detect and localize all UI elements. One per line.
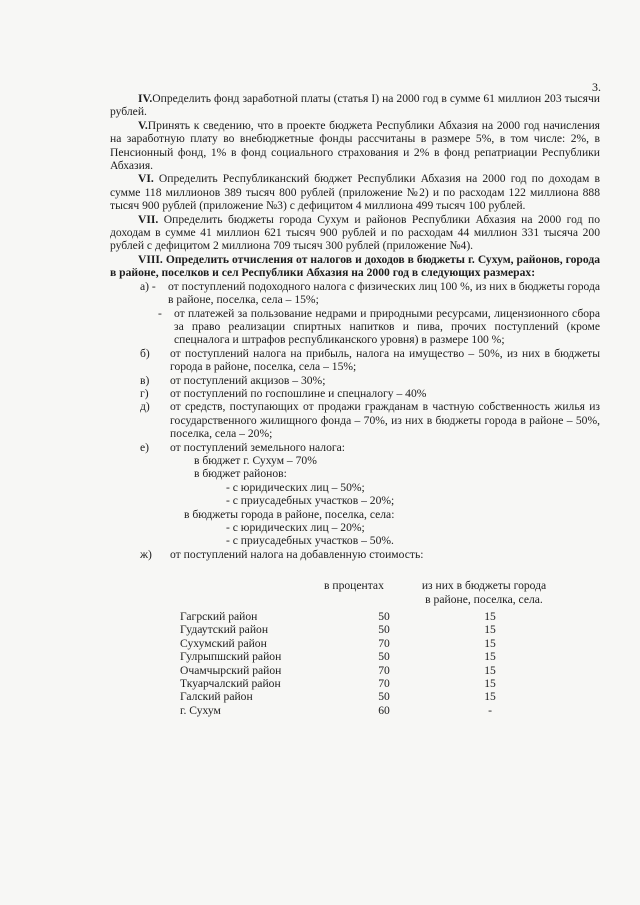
list-item-d <box>110 400 600 440</box>
district-percent: 70 <box>378 677 390 691</box>
land-tax-sukhum: в бюджет г. Сухум – 70% <box>194 453 317 467</box>
district-local-percent: - <box>488 703 492 717</box>
table-row <box>110 610 600 623</box>
district-local-percent: 15 <box>484 623 496 637</box>
table-row <box>110 623 600 636</box>
district-name: г. Сухум <box>180 703 221 717</box>
page-number: 3. <box>592 80 601 94</box>
list-text-g: от поступлений по госпошлине и спецналогу – 40% <box>170 386 427 400</box>
land-tax-districts-plots: - с приусадебных участков – 20%; <box>226 494 395 508</box>
district-percent: 70 <box>378 663 390 677</box>
district-name: Галский район <box>180 690 253 704</box>
list-item-b <box>110 347 600 374</box>
list-marker-g: г) <box>140 386 149 400</box>
list-item-v <box>110 374 600 387</box>
district-local-percent: 15 <box>484 663 496 677</box>
district-name: Ткуарчалский район <box>180 677 281 691</box>
section-v <box>110 119 600 173</box>
land-tax-districts-legal: - с юридических лиц – 50%; <box>226 480 365 494</box>
list-item-g <box>110 387 600 400</box>
document-body <box>110 92 600 717</box>
district-percent: 60 <box>378 703 390 717</box>
list-item-e <box>110 441 600 454</box>
district-name: Гудаутский район <box>180 623 269 637</box>
district-percent: 70 <box>378 636 390 650</box>
list-text-a2: от платежей за пользование недрами и природными ресурсами, лицензионного сбора за право реализации спиртных напитков и пива, прочих поступлений (кроме спецналога и штрафов республиканского уровня) в размере 100 %; <box>174 306 600 347</box>
section-iv-text: Определить фонд заработной платы (статья I) на 2000 год в сумме 61 миллион 203 тысячи рублей. <box>110 92 600 119</box>
section-viii-number: VIII. <box>138 252 163 266</box>
section-viii <box>110 253 600 280</box>
list-text-zh: от поступлений налога на добавленную стоимость: <box>170 547 424 561</box>
table-row <box>110 690 600 703</box>
section-vii-text: Определить бюджеты города Сухум и районов Республики Абхазия на 2000 год по доходам в сумме 41 миллион 621 тысяч 900 рублей и по расходам 44 миллион 331 тысяча 200 рублей с дефицитом 2 миллиона 709 тысяч 300 рублей (приложение №4). <box>110 212 600 253</box>
vat-header-local-line1: из них в бюджеты города <box>421 579 547 593</box>
list-text-b: от поступлений налога на прибыль, налога на имущество – 50%, из них в бюджеты города в районе, поселка, села – 15%; <box>170 346 600 374</box>
section-v-text: Принять к сведению, что в проекте бюджета Республики Абхазия на 2000 год начисления на заработную плату во внебюджетные фонды рассчитаны в размере 5%, в том числе: 2%, в Пенсионный фонд, 1% в фонд социального страхования и 2% в фонд репатриации Республики Абхазия. <box>110 118 600 173</box>
section-vii <box>110 213 600 253</box>
list-item-a <box>110 280 600 307</box>
vat-table-body <box>110 610 600 717</box>
section-viii-text: Определить отчисления от налогов и доходов в бюджеты г. Сухум, районов, города в районе, поселков и сел Республики Абхазия на 2000 год в следующих размерах: <box>110 252 600 280</box>
list-text-d: от средств, поступающих от продажи гражданам в частную собственность жилья из государственного жилищного фонда – 70%, из них в бюджеты города в районе – 50%, поселка, села – 20%; <box>170 400 600 441</box>
list-item-zh <box>110 548 600 561</box>
list-marker-a: а) - <box>140 279 156 293</box>
district-local-percent: 15 <box>484 636 496 650</box>
section-iv-number: IV. <box>138 92 153 105</box>
section-vii-number: VII. <box>138 212 159 226</box>
district-name: Гулрыпшский район <box>180 650 282 664</box>
district-percent: 50 <box>378 650 390 664</box>
land-tax-local-plots: - с приусадебных участков – 50%. <box>226 534 394 548</box>
district-name: Гагрский район <box>180 610 258 624</box>
table-row <box>110 677 600 690</box>
district-percent: 50 <box>378 690 390 704</box>
section-iv <box>110 92 600 119</box>
list-text-v: от поступлений акцизов – 30%; <box>170 373 326 387</box>
list-item-a2 <box>110 307 600 347</box>
vat-header-percent: в процентах <box>324 579 384 593</box>
land-tax-local: в бюджеты города в районе, поселка, села: <box>184 507 395 521</box>
list-text-e: от поступлений земельного налога: <box>170 440 346 454</box>
table-row <box>110 704 600 717</box>
list-marker-a2: - <box>158 306 162 320</box>
district-name: Очамчырский район <box>180 663 282 677</box>
list-marker-zh: ж) <box>140 547 152 561</box>
table-row <box>110 650 600 663</box>
section-vi <box>110 172 600 212</box>
list-marker-v: в) <box>140 373 150 387</box>
district-percent: 50 <box>378 623 390 637</box>
list-marker-e: е) <box>140 440 150 454</box>
vat-table-header <box>110 579 600 606</box>
list-text-a: от поступлений подоходного налога с физических лиц 100 %, из них в бюджеты города в районе, поселка, села – 15%; <box>168 279 600 307</box>
district-local-percent: 15 <box>484 610 496 624</box>
list-marker-d: д) <box>140 400 150 414</box>
district-name: Сухумский район <box>180 636 267 650</box>
section-v-number: V. <box>138 118 148 132</box>
table-row <box>110 664 600 677</box>
table-row <box>110 637 600 650</box>
district-local-percent: 15 <box>484 677 496 691</box>
section-vi-number: VI. <box>138 172 154 186</box>
list-marker-b: б) <box>140 346 150 360</box>
vat-header-local <box>404 579 564 606</box>
district-local-percent: 15 <box>484 650 496 664</box>
district-local-percent: 15 <box>484 690 496 704</box>
land-tax-local-legal: - с юридических лиц – 20%; <box>226 521 365 534</box>
land-tax-districts: в бюджет районов: <box>194 467 287 481</box>
section-vi-text: Определить Республиканский бюджет Республики Абхазия на 2000 год по доходам в сумме 118 миллионов 389 тысяч 800 рублей (приложение №2) и по расходам 122 миллиона 888 тысяч 900 рублей (приложение №3) с дефицитом 4 миллиона 499 тысяч 100 рублей. <box>110 172 600 213</box>
vat-header-local-line2: в районе, поселка, села. <box>425 592 543 606</box>
district-percent: 50 <box>378 610 390 624</box>
